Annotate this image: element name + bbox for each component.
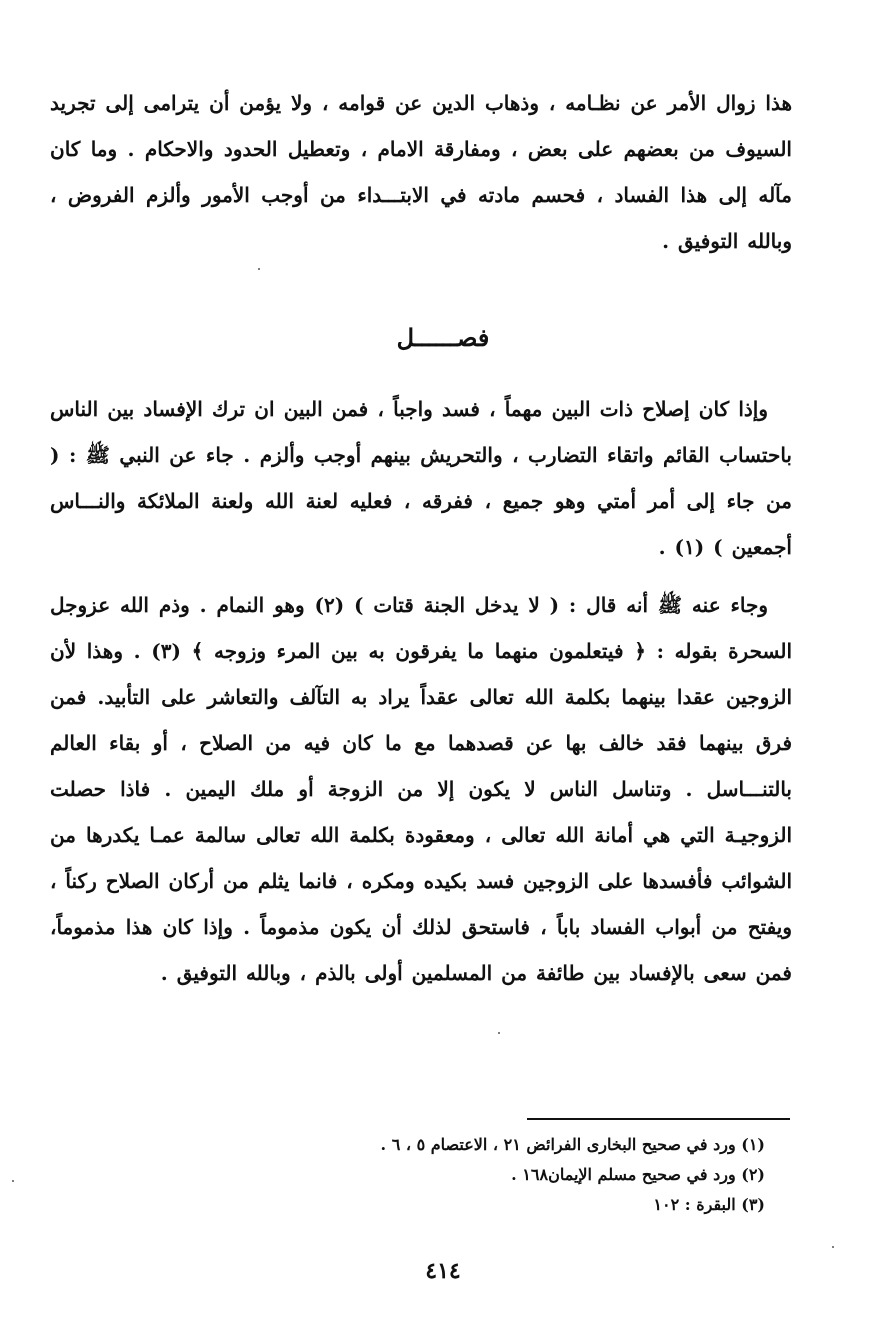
section-heading: فصــــــل (396, 323, 490, 352)
paragraph-third (50, 582, 792, 996)
scan-speck (258, 268, 260, 270)
footnote-item: (٣) البقرة : ١٠٢ (653, 1195, 765, 1214)
page-number: ٤١٤ (425, 1258, 461, 1284)
footnote-item: (٢) ورد في صحيح مسلم الإيمان١٦٨ . (511, 1165, 765, 1184)
paragraph-text: وجاء عنه ﷺ أنه قال : ( لا يدخل الجنة قتات ) (٢) وهو النمام . وذم الله عزوجل السحرة بقوله : ﴿ فيتعلمون منهما ما يفرقون به بين المرء وزوجه ﴾ (٣) . وهذا لأن الزوجين عقدا بينهما بكلمة الله تعالى عقداً يراد به التآلف والتعاشر على التأبيد. فمن فرق بينهما فقد خالف بها عن قصدهما مع ما كان فيه من الصلاح ، أو بقاء العالم بالتنـــاسل . وتناسل الناس لا يكون إلا من الزوجة أو ملك اليمين . فاذا حصلت الزوجيـة التي هي أمانة الله تعالى ، ومعقودة بكلمة الله تعالى سالمة عمـا يكدرها من الشوائب فأفسدها على الزوجين فسد بكيده ومكره ، فانما يثلم من أركان الصلاح ركناً ، ويفتح من أبواب الفساد باباً ، فاستحق لذلك أن يكون مذموماً . وإذا كان هذا مذموماً، فمن سعى بالإفساد بين طائفة من المسلمين أولى بالذم ، وبالله التوفيق . (50, 593, 792, 985)
paragraph-text: هذا زوال الأمر عن نظـامه ، وذهاب الدين عن قوامه ، ولا يؤمن أن يترامى إلى تجريد السيوف من بعضهم على بعض ، ومفارقة الامام ، وتعطيل الحدود والاحكام . وما كان مآله إلى هذا الفساد ، فحسم مادته في الابتـــداء من أوجب الأمور وألزم الفروض ، وبالله التوفيق . (50, 91, 792, 253)
scan-speck (832, 1246, 834, 1248)
footnotes (300, 1130, 765, 1220)
paragraph-second (50, 386, 792, 570)
footnote-separator (527, 1118, 790, 1120)
scan-speck (498, 1032, 500, 1034)
footnote-item: (١) ورد في صحيح البخارى الفرائض ٢١ ، الاعتصام ٥ ، ٦ . (380, 1135, 765, 1154)
scan-speck (12, 1180, 14, 1182)
paragraph-text: وإذا كان إصلاح ذات البين مهماً ، فسد واجباً ، فمن البين ان ترك الإفساد بين الناس باحتساب القائم واتقاء التضارب ، والتحريش بينهم أوجب وألزم . جاء عن النبي ﷺ : ( من جاء إلى أمر أمتي وهو جميع ، ففرقه ، فعليه لعنة الله ولعنة الملائكة والنـــاس أجمعين ) (١) . (50, 397, 792, 559)
paragraph-continuation (50, 80, 792, 264)
